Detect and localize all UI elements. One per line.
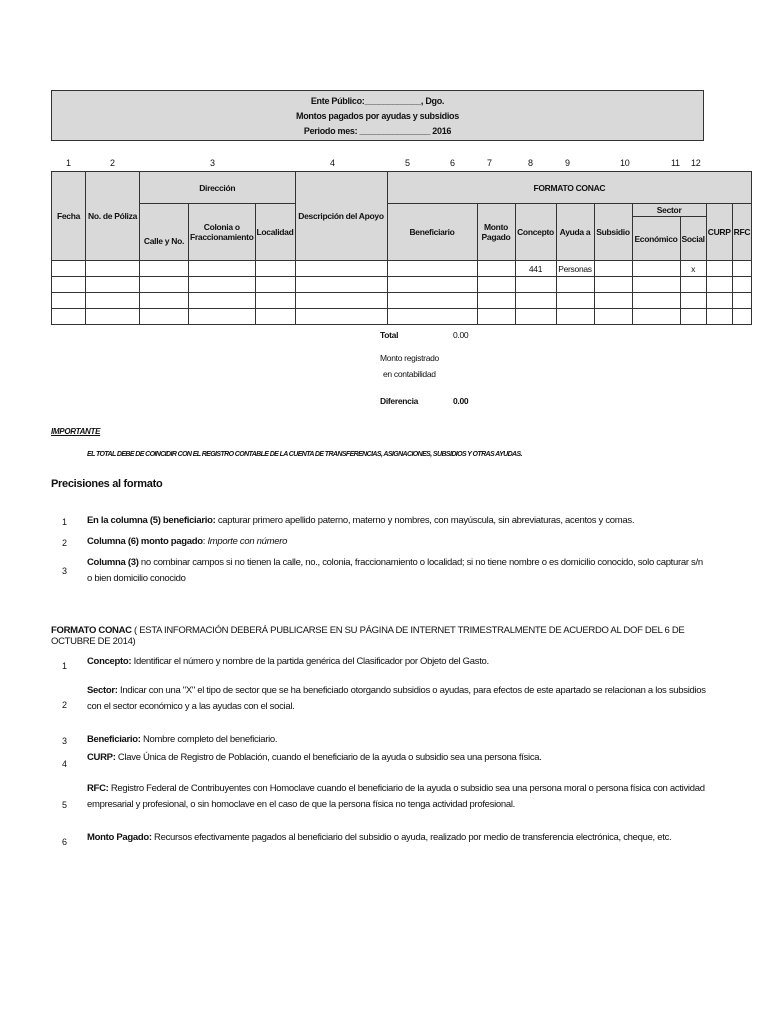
- precision-number: 1: [62, 517, 67, 527]
- col-header-calle: Calle y No.: [140, 204, 189, 261]
- conac-item: [87, 781, 707, 813]
- table-row: [52, 293, 752, 309]
- precision-number: 3: [62, 566, 67, 576]
- precision-item-text: no combinar campos si no tienen la calle, no., colonia, fraccionamiento o localidad; si no tiene nombre o es domicilio conocido, solo capturar s/n o bien domicilio conocido: [87, 557, 703, 584]
- conac-item-text: Indicar con una "X" el tipo de sector que se ha beneficiado otorgando subsidios o ayudas, para efectos de este apartado se relacionan a los subsidios con el sector económico y a las ayudas con el social.: [87, 685, 706, 712]
- cell-concepto: 441: [515, 261, 556, 277]
- col-header-sector: Sector: [632, 204, 706, 217]
- conac-title: [51, 625, 731, 647]
- col-header-rfc: RFC: [732, 204, 752, 261]
- conac-item: [87, 683, 707, 715]
- col-header-localidad: Localidad: [255, 204, 295, 261]
- col-header-concepto: Concepto: [515, 204, 556, 261]
- col-header-fecha: Fecha: [52, 172, 86, 261]
- col-header-social: Social: [680, 217, 706, 261]
- column-number: 9: [565, 158, 570, 168]
- column-number: 1: [66, 158, 71, 168]
- total-label: Total: [380, 330, 399, 340]
- col-header-curp: CURP: [706, 204, 732, 261]
- importante-title: IMPORTANTE: [51, 427, 101, 436]
- col-header-formato-conac: FORMATO CONAC: [387, 172, 752, 204]
- conac-item: [87, 830, 707, 846]
- conac-item-bold: Sector:: [87, 685, 118, 696]
- column-number: 5: [405, 158, 410, 168]
- monto-registrado-label: Monto registrado: [380, 353, 439, 363]
- conac-item-text: Clave Única de Registro de Población, cuando el beneficiario de la ayuda o subsidio sea una persona física.: [115, 752, 542, 763]
- conac-item-bold: RFC:: [87, 783, 109, 794]
- conac-item-text: Nombre completo del beneficiario.: [140, 734, 278, 745]
- column-number: 2: [110, 158, 115, 168]
- conac-item-bold: Concepto:: [87, 656, 132, 667]
- conac-item-text: Identificar el número y nombre de la partida genérica del Clasificador por Objeto del Gasto.: [131, 656, 489, 667]
- conac-number: 3: [62, 736, 67, 746]
- column-number: 11: [671, 158, 680, 168]
- precision-item: [87, 534, 707, 550]
- precision-item-text: :: [202, 536, 208, 547]
- conac-number: 1: [62, 661, 67, 671]
- table-row: [52, 261, 752, 277]
- col-header-descripcion: Descripción del Apoyo: [295, 172, 387, 261]
- col-header-ayuda: Ayuda a: [556, 204, 594, 261]
- col-header-economico: Económico: [632, 217, 680, 261]
- precision-item: [87, 555, 707, 587]
- column-number: 10: [620, 158, 630, 168]
- conac-item-bold: Beneficiario:: [87, 734, 141, 745]
- conac-title-rest: ( ESTA INFORMACIÓN DEBERÁ PUBLICARSE EN SU PÁGINA DE INTERNET TRIMESTRALMENTE DE ACUERDO AL DOF DEL 6 DE OCTUBRE DE 2014): [51, 625, 685, 647]
- col-header-monto-pagado: Monto Pagado: [477, 204, 515, 261]
- header-ente-publico: Ente Público:____________, Dgo.: [310, 96, 445, 106]
- diferencia-value: 0.00: [453, 396, 469, 406]
- cell-social: x: [680, 261, 706, 277]
- header-periodo: Periodo mes: _______________ 2016: [303, 126, 452, 136]
- importante-text: EL TOTAL DEBE DE COINCIDIR CON EL REGISTRO CONTABLE DE LA CUENTA DE TRANSFERENCIAS, ASIGNACIONES, SUBSIDIOS Y OTRAS AYUDAS.: [87, 451, 522, 458]
- conac-number: 6: [62, 837, 67, 847]
- total-value: 0.00: [453, 330, 469, 340]
- conac-number: 5: [62, 800, 67, 810]
- report-header: [51, 90, 704, 141]
- precision-item-bold: Columna (3): [87, 557, 139, 568]
- column-number: 12: [691, 158, 701, 168]
- column-number: 6: [450, 158, 455, 168]
- diferencia-label: Diferencia: [380, 396, 419, 406]
- conac-item-text: Recursos efectivamente pagados al beneficiario del subsidio o ayuda, realizado por medio de transferencia electrónica, cheque, etc.: [151, 832, 672, 843]
- column-number: 7: [487, 158, 492, 168]
- precisiones-title: Precisiones al formato: [51, 478, 163, 490]
- table-row: [52, 277, 752, 293]
- conac-item-bold: Monto Pagado:: [87, 832, 152, 843]
- column-number: 4: [330, 158, 335, 168]
- conac-title-bold: FORMATO CONAC: [51, 625, 132, 636]
- column-number: 8: [528, 158, 533, 168]
- precision-item-text: capturar primero apellido paterno, materno y nombres, con mayúscula, sin abreviaturas, acentos y comas.: [215, 515, 635, 526]
- column-number: 3: [210, 158, 215, 168]
- col-header-colonia: Colonia o Fraccionamiento: [189, 204, 256, 261]
- header-report-title: Montos pagados por ayudas y subsidios: [296, 111, 459, 121]
- col-header-subsidio: Subsidio: [594, 204, 632, 261]
- precision-number: 2: [62, 538, 67, 548]
- cell-ayuda: Personas: [556, 261, 594, 277]
- precision-item-bold: En la columna (5) beneficiario:: [87, 515, 216, 526]
- conac-item: [87, 750, 707, 766]
- table-row: [52, 309, 752, 325]
- col-header-direccion: Dirección: [140, 172, 296, 204]
- precision-item: [87, 513, 707, 529]
- precision-item-bold: Columna (6) monto pagado: [87, 536, 203, 547]
- conac-item-text: Registro Federal de Contribuyentes con Homoclave cuando el beneficiario de la ayuda o subsidio sea una persona moral o persona física con actividad empresarial y profesional, o sin homoclave en el caso de que la persona física no tenga actividad profesional.: [87, 783, 705, 810]
- conac-item: [87, 654, 707, 670]
- conac-item: [87, 732, 707, 748]
- precision-item-italic: Importe con número: [207, 536, 288, 547]
- conac-number: 2: [62, 700, 67, 710]
- conac-item-bold: CURP:: [87, 752, 116, 763]
- ayudas-table: [51, 171, 752, 325]
- col-header-poliza: No. de Póliza: [86, 172, 140, 261]
- col-header-beneficiario: Beneficiario: [387, 204, 477, 261]
- monto-registrado-label-2: en contabilidad: [383, 369, 436, 379]
- conac-number: 4: [62, 759, 67, 769]
